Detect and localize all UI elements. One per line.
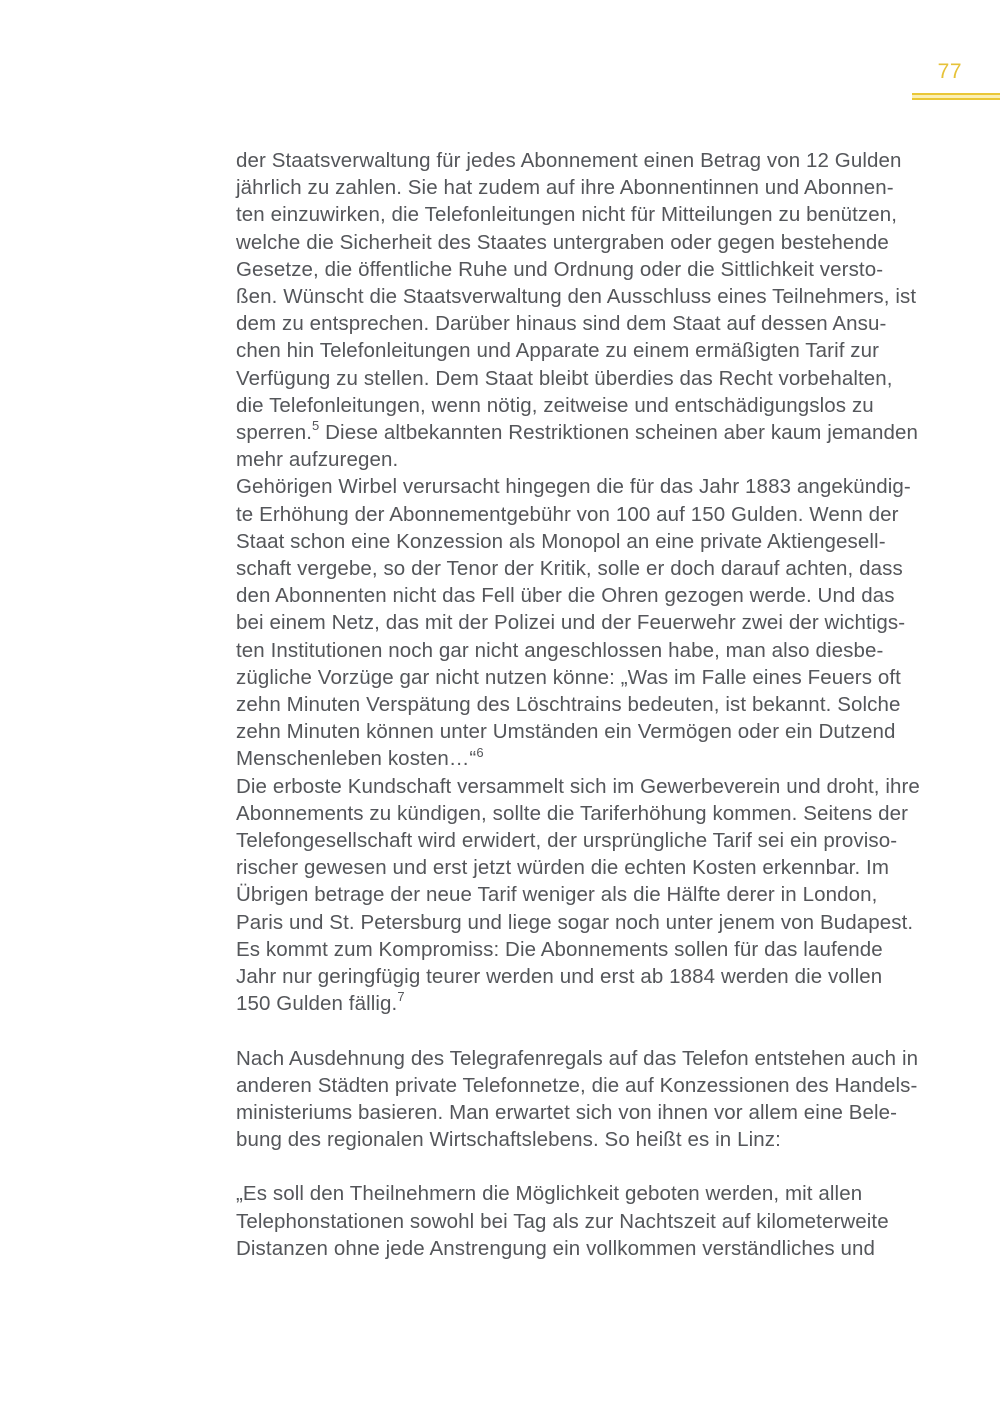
text-segment: Jahr nur geringfügig teurer werden und erst ab 1884 werden die vollen [236,965,883,989]
text-segment: rischer gewesen und erst jetzt würden die echten Kosten erkennbar. Im [236,856,890,880]
paragraph [236,473,916,772]
text-line [236,609,916,636]
text-segment: Telephonstationen sowohl bei Tag als zur Nachtszeit auf kilometerweite [236,1209,889,1233]
text-line [236,745,916,772]
text-line [236,1099,916,1126]
text-line [236,936,916,963]
text-segment: Menschenleben kosten…“ [236,747,477,771]
text-segment: schaft vergebe, so der Tenor der Kritik, solle er doch darauf achten, dass [236,557,903,581]
text-line [236,1180,916,1207]
text-line [236,528,916,555]
text-line [236,283,916,310]
text-line [236,637,916,664]
text-line [236,337,916,364]
text-line [236,881,916,908]
text-line [236,473,916,500]
paragraph [236,773,920,1018]
text-segment: 150 Gulden fällig. [236,992,398,1016]
paragraph [236,1045,919,1154]
text-line [236,909,916,936]
text-line [236,501,916,528]
text-segment: ten Institutionen noch gar nicht angeschlossen habe, man also diesbe- [236,638,884,662]
text-segment: ten einzuwirken, die Telefonleitungen nicht für Mitteilungen zu benützen, [236,203,898,227]
text-line [236,990,916,1017]
text-line [236,718,916,745]
text-segment: den Abonnenten nicht das Fell über die Ohren gezogen werde. Und das [236,584,895,608]
text-line [236,147,916,174]
text-segment: Die erboste Kundschaft versammelt sich im Gewerbeverein und droht, ihre [236,774,920,798]
text-line [236,365,916,392]
text-line [236,773,920,800]
text-segment: ßen. Wünscht die Staatsverwaltung den Ausschluss eines Teilnehmers, ist [236,285,917,309]
text-line [236,256,916,283]
text-segment: Übrigen betrage der neue Tarif weniger als die Hälfte derer in London, [236,883,878,907]
text-segment: Gesetze, die öffentliche Ruhe und Ordnung oder die Sittlichkeit versto- [236,257,884,281]
text-segment: mehr aufzuregen. [236,448,399,472]
text-segment: zügliche Vorzüge gar nicht nutzen könne: „Was im Falle eines Feuers oft [236,665,901,689]
text-line [236,1072,916,1099]
text-line [236,446,916,473]
text-segment: anderen Städten private Telefonnetze, die auf Konzessionen des Handels- [236,1073,918,1097]
text-line [236,963,916,990]
text-segment: der Staatsverwaltung für jedes Abonnement einen Betrag von 12 Gulden [236,149,902,172]
text-segment: welche die Sicherheit des Staates untergraben oder gegen bestehende [236,230,889,254]
text-line [236,827,916,854]
text-line [236,582,916,609]
text-segment: jährlich zu zahlen. Sie hat zudem auf ihre Abonnentinnen und Abonnen- [236,176,894,200]
text-line [236,664,916,691]
text-line [236,418,919,446]
text-segment: die Telefonleitungen, wenn nötig, zeitweise und entschädigungslos zu [236,393,874,417]
text-line [236,229,916,256]
text-segment: Verfügung zu stellen. Dem Staat bleibt überdies das Recht vorbehalten, [236,366,893,390]
paragraph [236,147,919,473]
text-line [236,1126,916,1153]
text-segment: Gehörigen Wirbel verursacht hingegen die für das Jahr 1883 angekündig- [236,475,911,499]
text-segment: sperren. [236,421,313,445]
text-segment: Es kommt zum Kompromiss: Die Abonnements sollen für das laufende [236,937,883,961]
text-line [236,310,916,337]
text-line [236,201,916,228]
text-line [236,174,916,201]
text-segment: „Es soll den Theilnehmern die Möglichkeit geboten werden, mit allen [236,1182,863,1206]
text-segment: Abonnements zu kündigen, sollte die Tariferhöhung kommen. Seitens der [236,801,909,825]
text-line [236,1235,916,1262]
text-segment: Nach Ausdehnung des Telegrafenregals auf das Telefon entstehen auch in [236,1046,919,1070]
text-segment: Paris und St. Petersburg und liege sogar noch unter jenem von Budapest. [236,910,914,934]
text-line [236,555,916,582]
footnote-ref: 6 [476,744,484,760]
text-segment: te Erhöhung der Abonnementgebühr von 100 auf 150 Gulden. Wenn der [236,502,899,526]
text-segment: Distanzen ohne jede Anstrengung ein vollkommen verständliches und [236,1236,875,1260]
text-segment: zehn Minuten können unter Umständen ein Vermögen oder ein Dutzend [236,720,896,744]
text-line [236,1045,919,1072]
text-line [236,800,916,827]
text-line [236,1208,916,1235]
text-segment: chen hin Telefonleitungen und Apparate zu einem ermäßigten Tarif zur [236,339,880,363]
text-segment: Staat schon eine Konzession als Monopol an eine private Aktiengesell- [236,529,886,553]
text-segment: Telefongesellschaft wird erwidert, der ursprüngliche Tarif sei ein proviso- [236,829,898,853]
footnote-ref: 5 [312,418,320,434]
text-segment: Diese altbekannten Restriktionen scheinen aber kaum jemanden [319,421,919,445]
text-line [236,854,916,881]
paragraph [236,1180,916,1262]
text-segment: bung des regionalen Wirtschaftslebens. So heißt es in Linz: [236,1128,781,1152]
body-text [236,147,920,1262]
text-line [236,691,916,718]
footnote-ref: 7 [397,989,405,1005]
text-segment: ministeriums basieren. Man erwartet sich von ihnen vor allem eine Bele- [236,1100,898,1124]
page-number: 77 [937,60,962,83]
text-segment: bei einem Netz, das mit der Polizei und der Feuerwehr zwei der wichtigs- [236,611,906,635]
text-segment: zehn Minuten Verspätung des Löschtrains bedeuten, ist bekannt. Solche [236,693,901,717]
yellow-header-rule [912,93,1000,100]
text-segment: dem zu entsprechen. Darüber hinaus sind dem Staat auf dessen Ansu- [236,312,887,336]
text-line [236,392,916,419]
